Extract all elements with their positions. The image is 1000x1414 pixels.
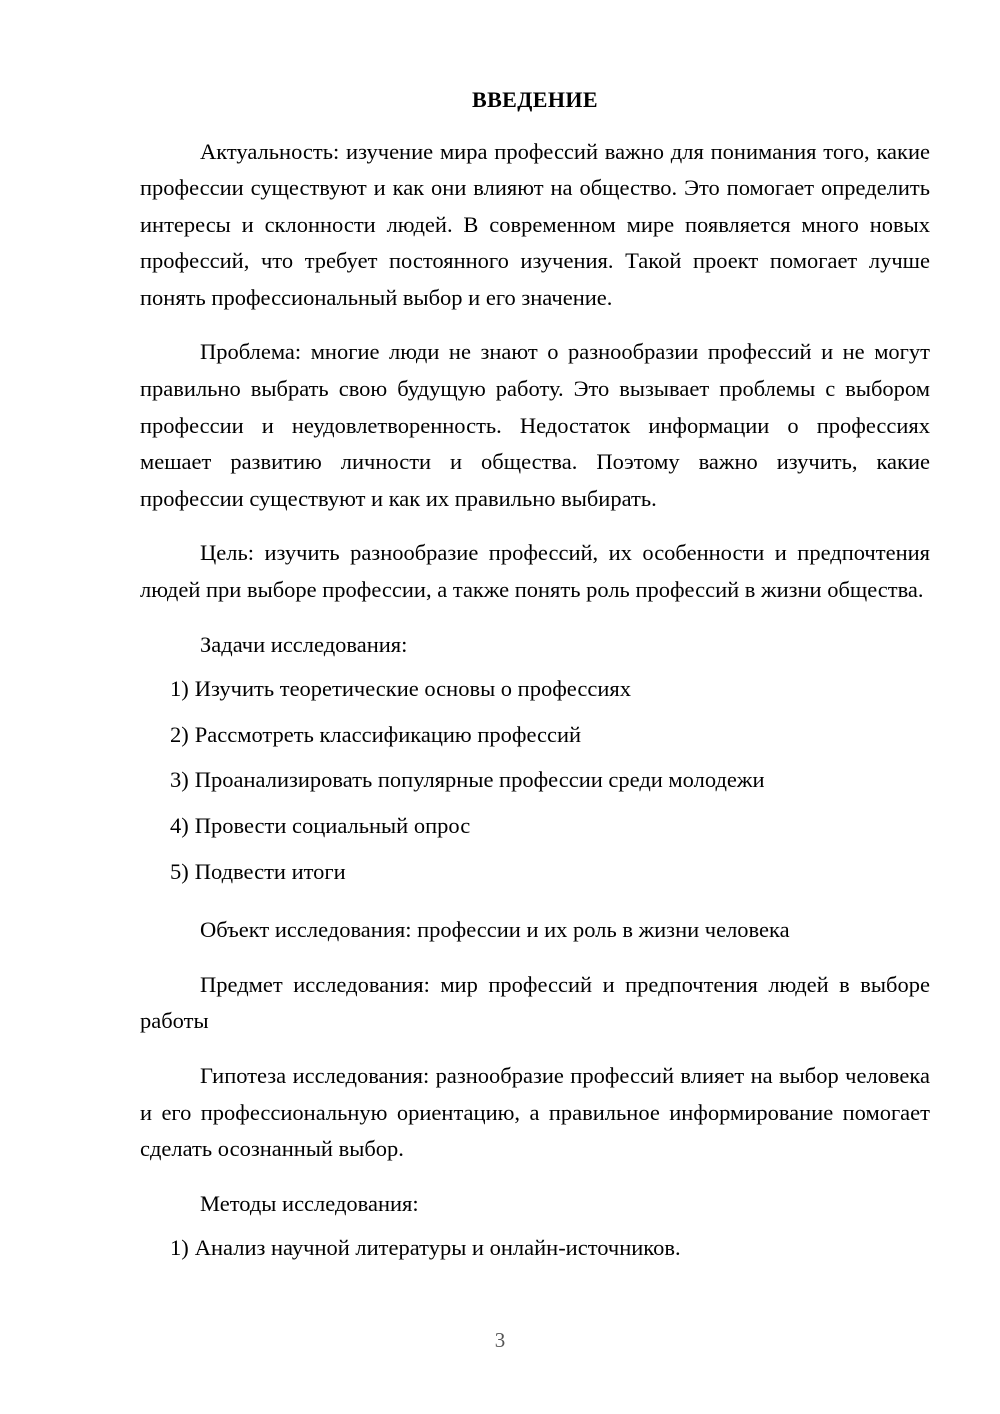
- page-title: ВВЕДЕНИЕ: [472, 87, 598, 112]
- paragraph-subject: Предмет исследования: мир профессий и предпочтения людей в выборе работы: [140, 971, 930, 1034]
- list-item-label: Подвести итоги: [194, 858, 346, 884]
- list-marker: 2): [170, 721, 189, 747]
- page-number: 3: [494, 1328, 506, 1352]
- methods-heading: Методы исследования:: [200, 1190, 419, 1216]
- list-item-label: Провести социальный опрос: [194, 813, 471, 838]
- paragraph-object: Объект исследования: профессии и их роль в жизни человека: [200, 917, 790, 943]
- list-marker: 1): [170, 676, 189, 702]
- paragraph-spacer: [140, 957, 930, 967]
- paragraph-problem: Проблема: многие люди не знают о разнообразии профессий и не могут правильно выбрать свою будущую работу. Это вызывает проблемы с выбором профессии и неудовлетворенность. Недостаток информации о профессиях мешает развитию личности и общества. Поэтому важно изучить, какие профессии существуют и как их правильно выбирать.: [140, 339, 930, 511]
- list-item: [140, 717, 930, 754]
- list-marker: 5): [170, 858, 189, 884]
- list-item-label: Анализ научной литературы и онлайн-источников.: [194, 1235, 681, 1261]
- list-item-label: Изучить теоретические основы о профессиях: [194, 676, 631, 702]
- list-item: [140, 808, 930, 845]
- paragraph-spacer: [140, 898, 930, 912]
- paragraph-spacer: [140, 1048, 930, 1058]
- paragraph-goal: Цель: изучить разнообразие профессий, их особенности и предпочтения людей при выборе профессии, а также понять роль профессий в жизни общества.: [140, 540, 930, 603]
- tasks-heading: Задачи исследования:: [200, 631, 408, 657]
- list-marker: 1): [170, 1235, 189, 1261]
- tasks-list: [140, 671, 930, 890]
- paragraph-spacer: [140, 1176, 930, 1186]
- methods-list: [140, 1230, 930, 1267]
- list-item-label: Проанализировать популярные профессии среди молодежи: [194, 767, 765, 793]
- paragraph-relevance: Актуальность: изучение мира профессий важно для понимания того, какие профессии существуют и как они влияют на общество. Это помогает определить интересы и склонности людей. В современном мире появляется много новых профессий, что требует постоянного изучения. Такой проект помогает лучше понять профессиональный выбор и его значение.: [140, 138, 930, 310]
- list-item: [140, 762, 930, 799]
- paragraph-spacer: [140, 525, 930, 535]
- list-item: [140, 671, 930, 708]
- list-item: [140, 854, 930, 891]
- list-marker: 3): [170, 767, 189, 793]
- list-item: [140, 1230, 930, 1267]
- paragraph-spacer: [140, 617, 930, 627]
- list-marker: 4): [170, 813, 189, 838]
- document-body: [140, 86, 930, 1275]
- paragraph-spacer: [140, 324, 930, 334]
- list-item-label: Рассмотреть классификацию профессий: [194, 721, 582, 747]
- paragraph-hypothesis: Гипотеза исследования: разнообразие профессий влияет на выбор человека и его профессиональную ориентацию, а правильное информирование помогает сделать осознанный выбор.: [140, 1062, 930, 1162]
